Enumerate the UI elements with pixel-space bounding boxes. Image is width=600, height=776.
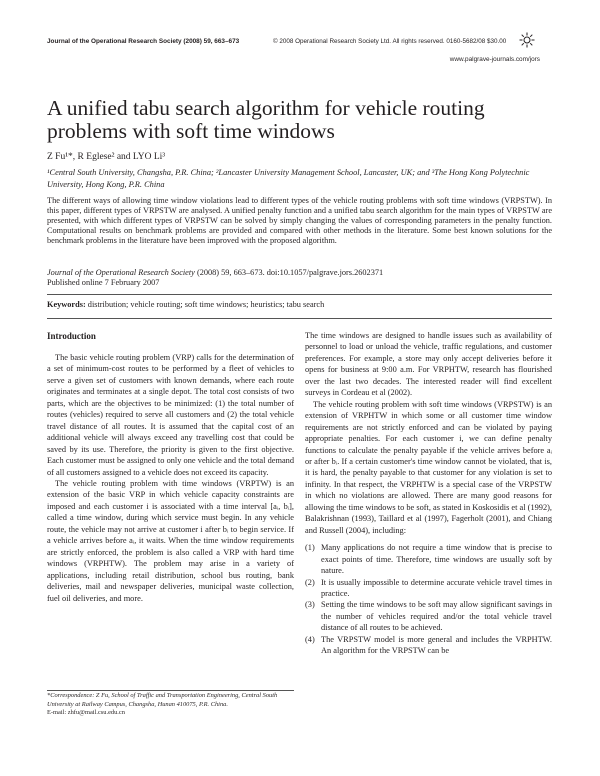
list-text: Many applications do not require a time window that is precise to exact points of time. Therefore, time windows are usually soft by nature. — [321, 543, 552, 576]
paragraph: The vehicle routing problem with soft time windows (VRPSTW) is an extension of VRPHTW in which some or all customer time window requirements are not strictly enforced and can be violated by paying appropriate penalties. For each customer i, we can define penalty functions to calculate the penalty payable if the vehicle arrives before aᵢ or after bᵢ. If a certain customer's time window cannot be violated, that is, it is hard, the penalty payable to that customer for any violation is set to infinity. In that respect, the VRPHTW is a special case of the VRPSTW in which no violations are allowed. There are many good reasons for allowing the time windows to be soft, as stated in Koskosidis et al (1992), Balakrishnan (1993), Taillard et al (1997), Fagerholt (2001), and Chiang and Russell (2004), including: — [305, 399, 552, 535]
authors: Z Fu¹*, R Eglese² and LYO Li³ — [47, 152, 166, 162]
list-item — [305, 634, 552, 657]
paragraph: The time windows are designed to handle issues such as availability of personnel to load or unload the vehicle, traffic regulations, and customer preferences. For example, a store may only accept deliveries before it opens for business at 9:00 a.m. For VRPHTW, research has flourished over the last two decades. The interested reader will find excellent surveys in Cordeau et al (2002). — [305, 331, 552, 398]
abstract: The different ways of allowing time window violations lead to different types of the vehicle routing problems with soft time windows (VRPSTW). In this paper, different types of VRPSTW are analysed. A unified penalty function and a unified tabu search algorithm for the main types of VRPSTW are presented, with which different types of VRPSTW can be solved by simply changing the values of corresponding parameters in the penalty function. Computational results on benchmark problems are provided and compared with other methods in the literature. Some best known solutions for the benchmark problems in the literature have been improved with the proposed algorithm. — [47, 196, 552, 246]
list-text: The VRPSTW model is more general and includes the VRPHTW. An algorithm for the VRPSTW can be — [321, 634, 552, 656]
copyright-notice: © 2008 Operational Research Society Ltd. All rights reserved. 0160-5682/08 $30.00 — [273, 38, 507, 45]
keywords-list: distribution; vehicle routing; soft time windows; heuristics; tabu search — [87, 300, 325, 309]
list-number: (2) — [305, 577, 315, 587]
divider — [47, 318, 552, 319]
paragraph: The basic vehicle routing problem (VRP) calls for the determination of a set of minimum-cost routes to be performed by a fleet of vehicles to serve a given set of customers with known demands, where each route originates and terminates at a single depot. The total cost consists of two parts, which are the objectives to be minimized: (1) the total number of routes (vehicles) required to serve all customers and (2) the total vehicle travel distance of all routes. It is assumed that the capital cost of an additional vehicle will always exceed any travelling cost that could be saved by its use. Therefore, the priority is given to the first objective. Each customer must be assigned to only one vehicle and the total demand of all customers assigned to a vehicle does not exceed its capacity. — [47, 353, 294, 477]
list-item — [305, 542, 552, 576]
divider — [47, 294, 552, 295]
published-date: Published online 7 February 2007 — [47, 278, 160, 287]
list-item — [305, 577, 552, 600]
list-text: Setting the time windows to be soft may allow significant savings in the number of vehicles required and/or the total vehicle travel distance of all routes to be achieved. — [321, 600, 552, 633]
paragraph: The vehicle routing problem with time windows (VRPTW) is an extension of the basic VRP in which vehicle capacity constraints are imposed and each customer i is associated with a time interval [aᵢ, bᵢ], called a time window, during which service must begin. In any vehicle route, the vehicle may not arrive at customer i after bᵢ to begin service. If a vehicle arrives before aᵢ, it waits. When the time window requirements are strictly enforced, the problem is also called a VRP with hard time windows (VRPHTW). The problem may arise in a variety of applications, including retail distribution, school bus routing, bank deliveries, mail and newspaper deliveries, municipal waste collection, fuel oil deliveries, and more. — [47, 478, 294, 603]
left-column — [47, 352, 294, 604]
keywords-label: Keywords: — [47, 300, 86, 309]
journal-header — [47, 38, 239, 45]
list-number: (4) — [305, 634, 315, 644]
citation — [47, 268, 552, 288]
affiliations: ¹Central South University, Changsha, P.R. China; ²Lancaster University Management School, Lancaster, UK; and ³The Hong Kong Polytechnic University, Hong Kong, P.R. China — [47, 168, 530, 189]
journal-url[interactable]: www.palgrave-journals.com/jors — [449, 56, 540, 63]
journal-name: Journal of the Operational Research Society — [47, 38, 182, 45]
journal-volume: (2008) 59, 663–673 — [183, 38, 240, 45]
reasons-list — [305, 542, 552, 657]
footnote-email[interactable]: E-mail: zhfu@mail.csu.edu.cn — [47, 709, 125, 717]
article-title: A unified tabu search algorithm for vehicle routing problems with soft time windows — [47, 96, 485, 143]
footnote-text: *Correspondence: Z Fu, School of Traffic and Transportation Engineering, Central South University at Railway Campus, Changsha, Hunan 410075, P.R. China. — [47, 692, 278, 708]
footnote-divider — [47, 690, 294, 691]
list-text: It is usually impossible to determine accurate vehicle travel times in practice. — [321, 577, 552, 598]
right-column — [305, 330, 552, 657]
list-number: (1) — [305, 543, 315, 553]
citation-details: (2008) 59, 663–673. doi:10.1057/palgrave.jors.2602371 — [196, 268, 384, 277]
correspondence-footnote — [47, 692, 294, 718]
keywords — [47, 300, 324, 309]
list-item — [305, 599, 552, 633]
list-number: (3) — [305, 600, 315, 610]
citation-journal: Journal of the Operational Research Society — [47, 268, 195, 277]
section-heading: Introduction — [47, 331, 96, 341]
publisher-logo-icon — [519, 32, 535, 48]
